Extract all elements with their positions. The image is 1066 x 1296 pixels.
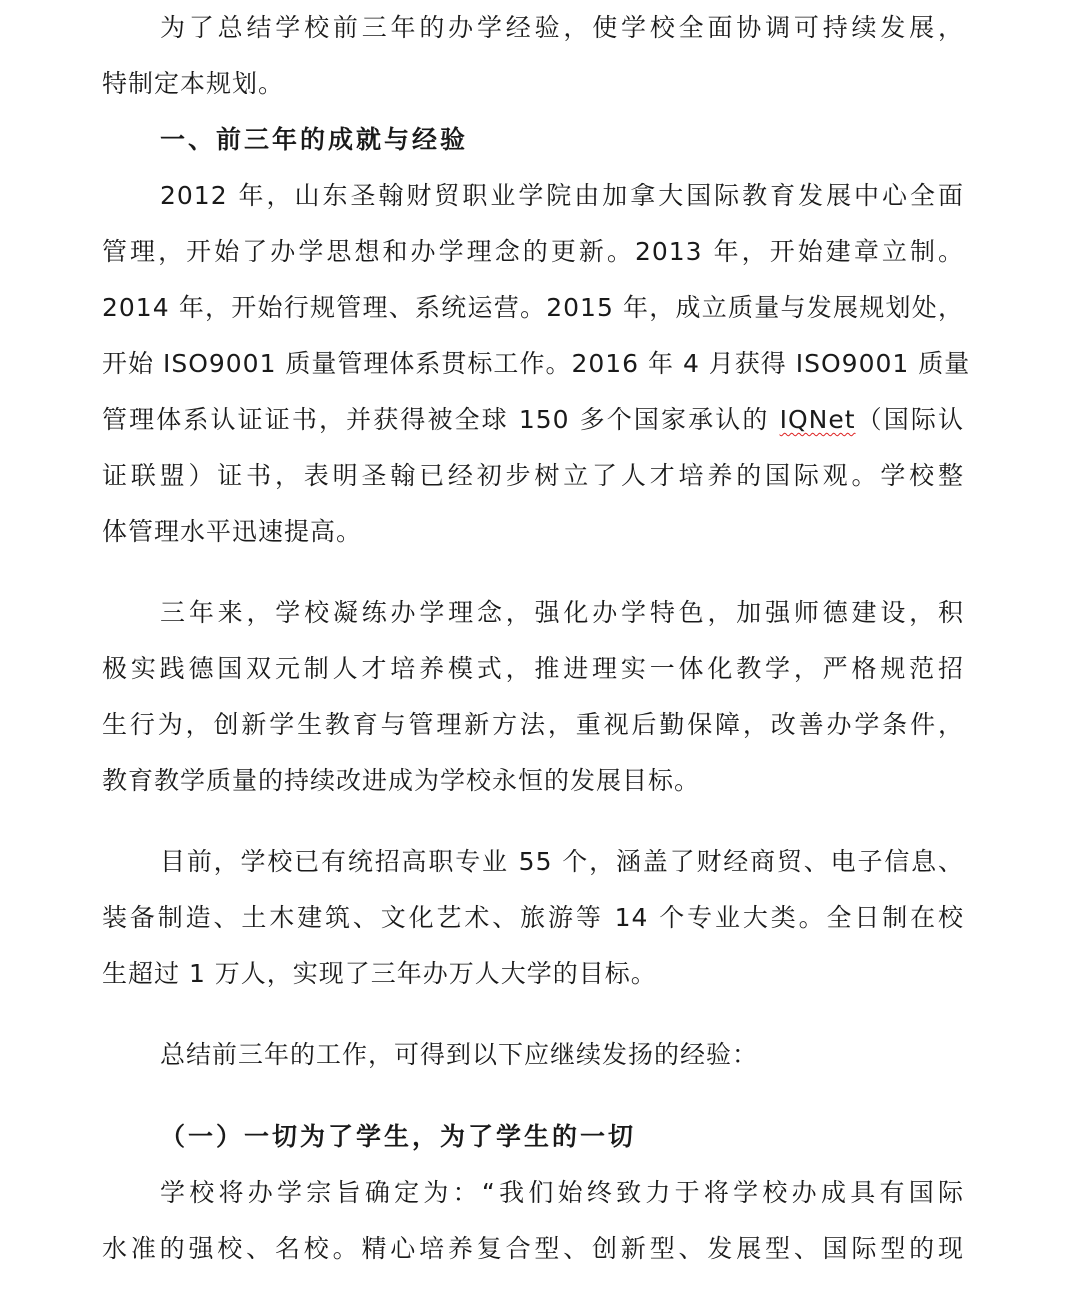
intro-line-1: 为了总结学校前三年的办学经验，使学校全面协调可持续发展， [160, 13, 964, 42]
para3-line-2: 装备制造、土木建筑、文化艺术、旅游等 14 个专业大类。全日制在校 [102, 903, 964, 932]
para1-line-3: 2014 年，开始行规管理、系统运营。2015 年，成立质量与发展规划处， [102, 293, 964, 322]
para2-line-2: 极实践德国双元制人才培养模式，推进理实一体化教学，严格规范招 [102, 654, 964, 683]
section-heading: 一、前三年的成就与经验 [160, 125, 469, 154]
subheading: （一）一切为了学生，为了学生的一切 [160, 1122, 637, 1151]
para1-line-4: 开始 ISO9001 质量管理体系贯标工作。2016 年 4 月获得 ISO9001 质量 [102, 349, 971, 378]
para3-line-1: 目前，学校已有统招高职专业 55 个，涵盖了财经商贸、电子信息、 [160, 847, 964, 876]
para4-line-1: 总结前三年的工作，可得到以下应继续发扬的经验： [160, 1040, 759, 1069]
para1-line-5 [102, 400, 964, 440]
para5-line-2: 水准的强校、名校。精心培养复合型、创新型、发展型、国际型的现 [102, 1234, 964, 1263]
para1-line-6: 证联盟）证书，表明圣翰已经初步树立了人才培养的国际观。学校整 [102, 461, 964, 490]
para2-line-1: 三年来，学校凝练办学理念，强化办学特色，加强师德建设，积 [160, 598, 964, 627]
para2-line-3: 生行为，创新学生教育与管理新方法，重视后勤保障，改善办学条件， [102, 710, 964, 739]
para1-line-7: 体管理水平迅速提高。 [102, 517, 363, 546]
para1-line-5-after: （国际认 [855, 405, 964, 434]
para1-line-2: 管理，开始了办学思想和办学理念的更新。2013 年，开始建章立制。 [102, 237, 964, 266]
spellcheck-term: IQNet [779, 405, 856, 434]
para2-line-4: 教育教学质量的持续改进成为学校永恒的发展目标。 [102, 766, 701, 795]
intro-line-2: 特制定本规划。 [102, 69, 285, 98]
para3-line-3: 生超过 1 万人，实现了三年办万人大学的目标。 [102, 959, 657, 988]
para1-line-5-before: 管理体系认证证书，并获得被全球 150 多个国家承认的 [102, 405, 780, 434]
para5-line-1: 学校将办学宗旨确定为：“我们始终致力于将学校办成具有国际 [160, 1178, 964, 1207]
para1-line-1: 2012 年，山东圣翰财贸职业学院由加拿大国际教育发展中心全面 [160, 181, 964, 210]
